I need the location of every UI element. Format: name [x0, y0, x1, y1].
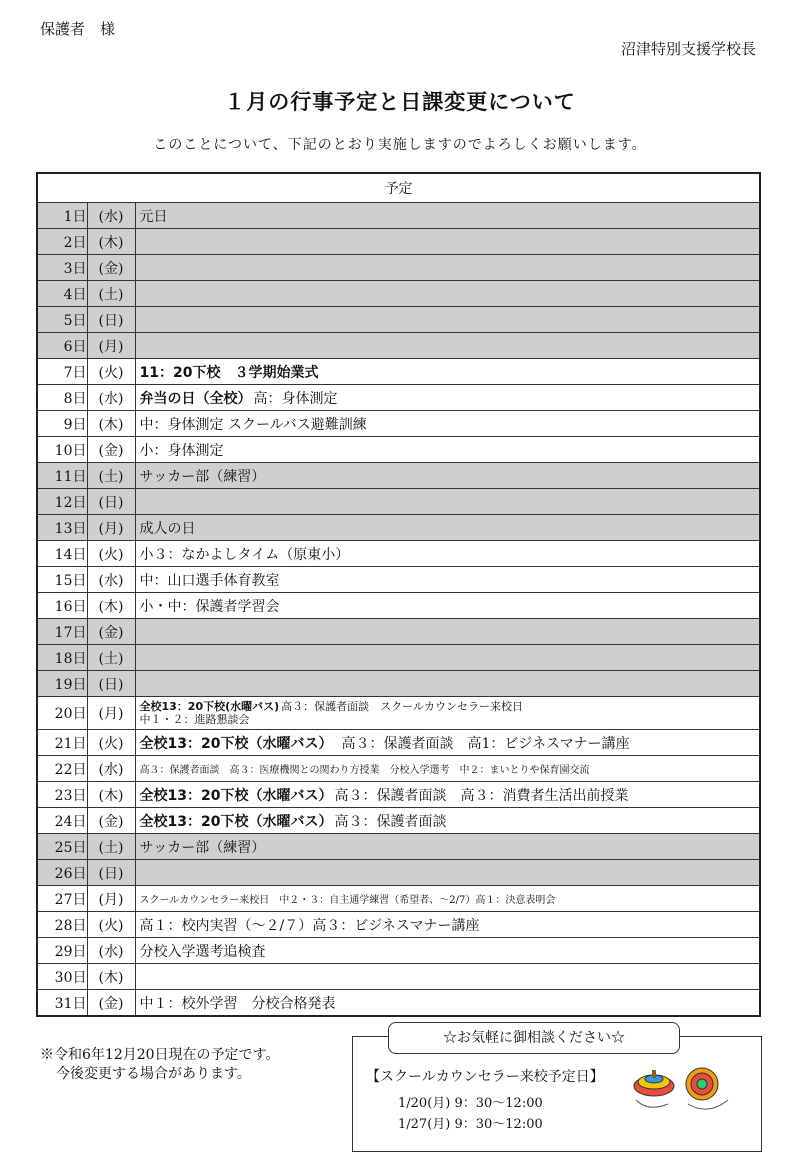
row-date: 1日	[37, 203, 87, 229]
counselor-box-title: ☆お気軽に御相談ください☆	[388, 1022, 680, 1054]
row-event	[135, 307, 760, 333]
event-text: 分校入学選考追検査	[139, 943, 266, 960]
row-event	[135, 515, 760, 541]
schedule-row	[37, 619, 760, 645]
row-weekday: (月)	[87, 886, 135, 912]
row-weekday: (水)	[87, 203, 135, 229]
row-weekday: (土)	[87, 281, 135, 307]
row-weekday: (水)	[87, 756, 135, 782]
row-weekday: (木)	[87, 964, 135, 990]
row-date: 22日	[37, 756, 87, 782]
schedule-note	[40, 1046, 279, 1084]
row-date: 6日	[37, 333, 87, 359]
schedule-row	[37, 964, 760, 990]
page-title: １月の行事予定と日課変更について	[224, 90, 576, 114]
row-date: 16日	[37, 593, 87, 619]
event-text: 元日	[139, 208, 168, 225]
row-date: 14日	[37, 541, 87, 567]
row-event	[135, 489, 760, 515]
schedule-row	[37, 255, 760, 281]
schedule-row	[37, 593, 760, 619]
row-event	[135, 255, 760, 281]
schedule-row	[37, 912, 760, 938]
event-text: 中１：校外学習 分校合格発表	[139, 995, 336, 1012]
row-date: 31日	[37, 990, 87, 1017]
schedule-row	[37, 463, 760, 489]
row-date: 7日	[37, 359, 87, 385]
row-weekday: (火)	[87, 730, 135, 756]
row-event	[135, 860, 760, 886]
row-event	[135, 886, 760, 912]
row-weekday: (金)	[87, 619, 135, 645]
row-date: 5日	[37, 307, 87, 333]
recipient: 保護者 様	[40, 20, 116, 38]
schedule-row	[37, 808, 760, 834]
event-text: 成人の日	[139, 520, 196, 537]
row-weekday: (水)	[87, 385, 135, 411]
row-event	[135, 619, 760, 645]
event-text: 中：山口選手体育教室	[139, 572, 280, 589]
schedule-row	[37, 730, 760, 756]
schedule-row	[37, 203, 760, 229]
note-line-2: 今後変更する場合があります。	[56, 1066, 251, 1082]
note-line-1: ※令和6年12月20日現在の予定です。	[40, 1047, 280, 1063]
row-event	[135, 359, 760, 385]
row-event	[135, 203, 760, 229]
schedule-row	[37, 886, 760, 912]
row-weekday: (金)	[87, 437, 135, 463]
event-text: 高３：保護者面談	[334, 813, 447, 830]
row-date: 20日	[37, 697, 87, 730]
spinning-tops-illustration	[628, 1060, 732, 1116]
event-highlight: 全校13：20下校(水曜バス)	[139, 700, 280, 713]
schedule-row	[37, 359, 760, 385]
row-date: 28日	[37, 912, 87, 938]
row-event	[135, 730, 760, 756]
schedule-row	[37, 756, 760, 782]
event-text: 高：身体測定	[253, 390, 338, 407]
row-event	[135, 697, 760, 730]
row-event	[135, 990, 760, 1017]
row-event	[135, 411, 760, 437]
event-highlight: 全校13：20下校（水曜バス）	[139, 787, 333, 804]
schedule-row	[37, 671, 760, 697]
table-header: 予定	[37, 173, 760, 203]
row-weekday: (土)	[87, 834, 135, 860]
row-event	[135, 808, 760, 834]
row-event	[135, 964, 760, 990]
event-text: 小：身体測定	[139, 442, 224, 459]
row-weekday: (水)	[87, 567, 135, 593]
row-event	[135, 541, 760, 567]
row-weekday: (土)	[87, 463, 135, 489]
row-date: 25日	[37, 834, 87, 860]
event-text: 高３：保護者面談 スクールカウンセラー来校日	[281, 700, 523, 713]
row-event	[135, 281, 760, 307]
schedule-row	[37, 541, 760, 567]
row-date: 3日	[37, 255, 87, 281]
row-date: 30日	[37, 964, 87, 990]
row-date: 9日	[37, 411, 87, 437]
event-text: 高１：校内実習（～２/７）高３：ビジネスマナー講座	[139, 917, 480, 934]
row-weekday: (木)	[87, 411, 135, 437]
event-highlight: 全校13：20下校（水曜バス）	[139, 813, 333, 830]
row-date: 8日	[37, 385, 87, 411]
row-weekday: (木)	[87, 782, 135, 808]
row-weekday: (月)	[87, 515, 135, 541]
row-date: 26日	[37, 860, 87, 886]
row-weekday: (金)	[87, 990, 135, 1017]
counselor-schedule	[366, 1066, 604, 1132]
row-weekday: (木)	[87, 593, 135, 619]
schedule-row	[37, 307, 760, 333]
row-weekday: (日)	[87, 489, 135, 515]
event-highlight: 11：20下校 ３学期始業式	[139, 364, 319, 381]
row-weekday: (日)	[87, 307, 135, 333]
event-text: スクールカウンセラー来校日 中２・３：自主通学練習（希望者、～2/7）高１：決意表明会	[139, 894, 556, 906]
row-date: 18日	[37, 645, 87, 671]
row-date: 10日	[37, 437, 87, 463]
row-date: 29日	[37, 938, 87, 964]
schedule-row	[37, 281, 760, 307]
schedule-row	[37, 938, 760, 964]
row-event	[135, 229, 760, 255]
event-highlight: 全校13：20下校（水曜バス）	[139, 735, 326, 752]
schedule-row	[37, 567, 760, 593]
row-event	[135, 593, 760, 619]
row-event	[135, 912, 760, 938]
row-event	[135, 385, 760, 411]
schedule-row	[37, 697, 760, 730]
row-date: 27日	[37, 886, 87, 912]
row-date: 11日	[37, 463, 87, 489]
row-weekday: (日)	[87, 860, 135, 886]
schedule-row	[37, 645, 760, 671]
event-text: 高３：保護者面談 高1：ビジネスマナー講座	[327, 735, 630, 752]
intro-text: このことについて、下記のとおり実施しますのでよろしくお願いします。	[153, 137, 647, 153]
row-date: 23日	[37, 782, 87, 808]
schedule-row	[37, 782, 760, 808]
row-event	[135, 756, 760, 782]
schedule-row	[37, 411, 760, 437]
row-weekday: (火)	[87, 541, 135, 567]
event-text-line-2: 中１・２：進路懇談会	[139, 713, 250, 726]
row-weekday: (月)	[87, 333, 135, 359]
row-date: 2日	[37, 229, 87, 255]
schedule-table	[36, 172, 761, 1017]
sender: 沼津特別支援学校長	[620, 40, 756, 58]
row-event	[135, 333, 760, 359]
event-highlight: 弁当の日（全校）	[139, 390, 252, 407]
event-text: 高３：保護者面談 高３：医療機関との関わり方授業 分校入学選考 中２：まいとりや保育園交流	[139, 764, 590, 776]
counselor-date-1: 1/20(月) 9：30～12:00	[398, 1096, 543, 1111]
row-date: 15日	[37, 567, 87, 593]
row-date: 17日	[37, 619, 87, 645]
schedule-row	[37, 834, 760, 860]
row-event	[135, 567, 760, 593]
row-date: 4日	[37, 281, 87, 307]
schedule-row	[37, 385, 760, 411]
row-date: 13日	[37, 515, 87, 541]
row-event	[135, 463, 760, 489]
row-weekday: (月)	[87, 697, 135, 730]
row-event	[135, 782, 760, 808]
schedule-row	[37, 437, 760, 463]
row-date: 21日	[37, 730, 87, 756]
schedule-row	[37, 860, 760, 886]
row-weekday: (金)	[87, 255, 135, 281]
schedule-row	[37, 229, 760, 255]
row-weekday: (日)	[87, 671, 135, 697]
schedule-row	[37, 990, 760, 1017]
row-event	[135, 938, 760, 964]
row-weekday: (土)	[87, 645, 135, 671]
event-text: サッカー部（練習）	[139, 468, 266, 485]
event-text: 小・中：保護者学習会	[139, 598, 280, 615]
schedule-row	[37, 515, 760, 541]
row-event	[135, 437, 760, 463]
row-weekday: (火)	[87, 912, 135, 938]
row-weekday: (木)	[87, 229, 135, 255]
event-text: 高３：保護者面談 高３：消費者生活出前授業	[334, 787, 629, 804]
row-date: 24日	[37, 808, 87, 834]
schedule-row	[37, 489, 760, 515]
schedule-row	[37, 333, 760, 359]
row-weekday: (金)	[87, 808, 135, 834]
counselor-heading: 【スクールカウンセラー来校予定日】	[366, 1069, 604, 1085]
event-text: 小３：なかよしタイム（原東小）	[139, 546, 350, 563]
row-weekday: (火)	[87, 359, 135, 385]
row-event	[135, 645, 760, 671]
row-event	[135, 671, 760, 697]
counselor-date-2: 1/27(月) 9：30～12:00	[398, 1117, 543, 1132]
row-date: 19日	[37, 671, 87, 697]
row-event	[135, 834, 760, 860]
row-weekday: (水)	[87, 938, 135, 964]
event-text: サッカー部（練習）	[139, 839, 266, 856]
event-text: 中：身体測定 スクールバス避難訓練	[139, 416, 367, 433]
row-date: 12日	[37, 489, 87, 515]
